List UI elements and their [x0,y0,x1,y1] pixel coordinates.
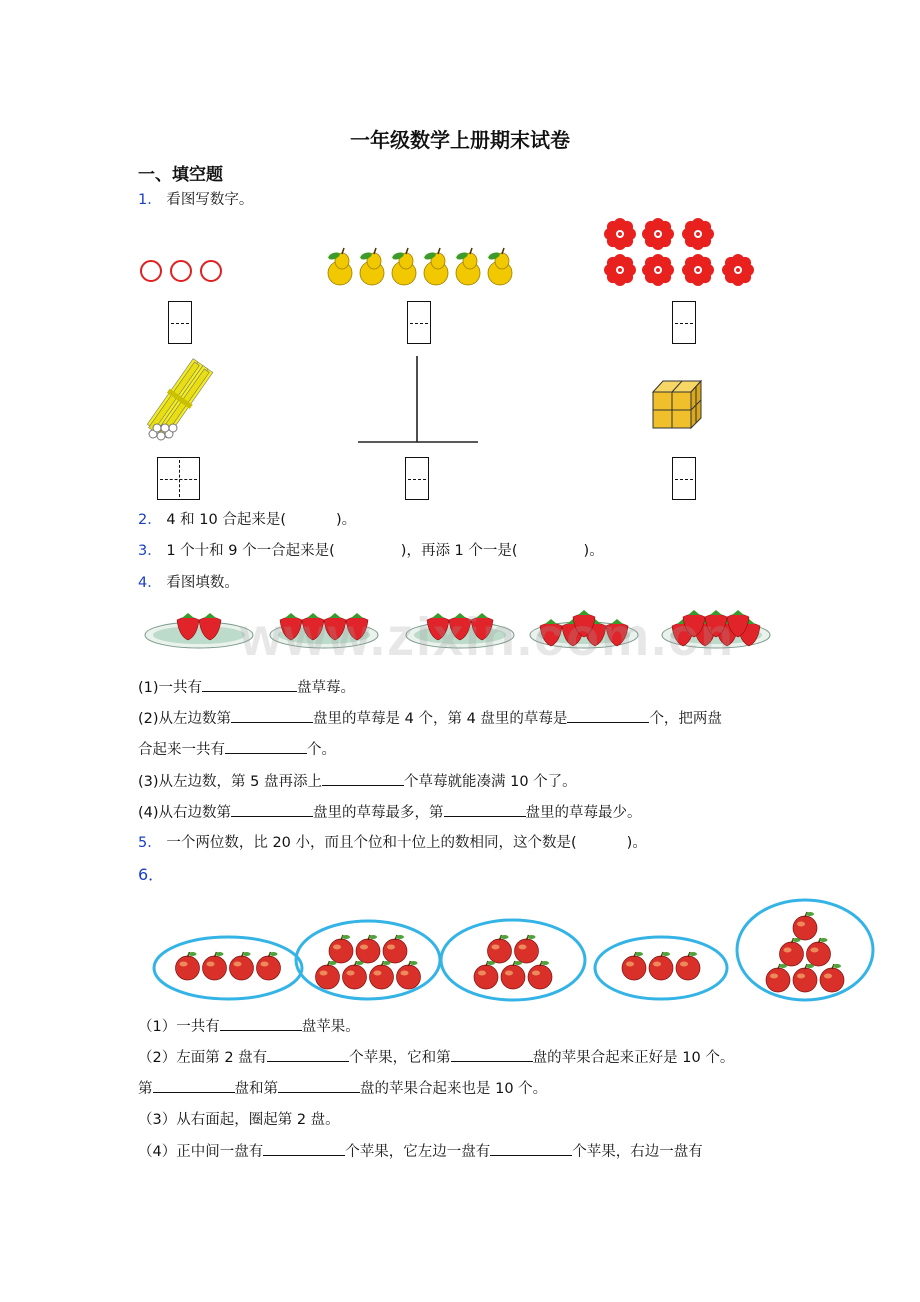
apple-icon [230,952,254,980]
pear-icon [327,248,352,285]
question-text: 看图写数字。 [166,192,254,208]
question-number: 4． [138,575,162,591]
part-text: 盘的苹果合起来正好是 10 个。 [532,1050,735,1066]
part-text: 个草莓就能凑满 10 个了。 [403,774,577,790]
part-text: (1)一共有 [138,680,203,696]
answer-blank[interactable] [231,708,313,723]
part-text: 盘里的草莓最多，第 [313,805,444,821]
answer-box[interactable] [407,301,431,344]
apple-icon [820,964,844,992]
apple-plate [737,900,873,1000]
answer-blank[interactable] [220,1016,302,1031]
answer-box[interactable] [672,301,696,344]
stick-bundle-picture [143,358,213,448]
apple-icon [793,912,817,940]
part-text: 盘里的草莓是 4 个，第 4 盘里的草莓是 [313,711,568,727]
apple-icon [383,935,407,963]
answer-box-two-digit[interactable] [157,457,200,500]
answer-blank[interactable] [567,708,649,723]
part-text: 个苹果，右边一盘有 [572,1144,703,1160]
circles-picture [138,258,228,288]
q4-part-4 [138,802,642,823]
q6-part-2-cont [138,1078,547,1099]
watermark: www.zixin.com.cn [240,607,736,667]
apple-icon [356,935,380,963]
part-text: 个苹果，它左边一盘有 [345,1144,491,1160]
pears-picture [322,248,522,288]
answer-blank[interactable] [231,802,313,817]
apple-icon [807,938,831,966]
question-2 [138,510,356,530]
question-text: )，再添 1 个一是( [400,543,518,559]
answer-blank[interactable] [322,771,404,786]
part-text: 盘草莓。 [297,680,356,696]
part-text: （2）左面第 2 盘有 [138,1050,268,1066]
part-text: 盘的苹果合起来也是 10 个。 [360,1081,548,1097]
q4-part-2-cont [138,739,336,760]
pear-icon [423,248,448,285]
answer-blank[interactable] [153,1078,235,1093]
question-3 [138,541,604,561]
part-text: 个，把两盘 [649,711,722,727]
apple-icon [793,964,817,992]
question-text: 看图填数。 [166,575,239,591]
answer-blank[interactable] [444,802,526,817]
apple-icon [397,961,421,989]
apple-icon [622,952,646,980]
q6-part-3 [138,1110,340,1130]
part-text: (4)从右边数第 [138,805,232,821]
apple-icon [474,961,498,989]
flower-icon [682,218,714,250]
apple-plate [154,937,302,999]
apple-icon [176,952,200,980]
flower-icon [642,218,674,250]
apple-plate [296,921,440,999]
question-number: 1． [138,192,162,208]
question-text: )。 [336,512,357,528]
q6-part-1 [138,1016,360,1037]
question-1 [138,190,253,210]
flower-icon [642,254,674,286]
answer-blank[interactable] [263,1141,345,1156]
answer-box[interactable] [672,457,696,500]
q4-part-1 [138,677,355,698]
counting-stick-diagram [356,356,486,446]
apple-icon [370,961,394,989]
q6-part-4 [138,1141,703,1162]
part-text: 盘苹果。 [301,1019,360,1035]
pear-icon [455,248,480,285]
part-text: 个。 [307,742,336,758]
part-text: 盘和第 [234,1081,278,1097]
answer-blank[interactable] [451,1047,533,1062]
apple-plate [595,937,727,999]
pear-icon [487,248,512,285]
question-number: 2． [138,512,162,528]
part-text: 盘里的草莓最少。 [525,805,642,821]
part-text: （3）从右面起，圈起第 2 盘。 [138,1112,340,1128]
answer-blank[interactable] [225,739,307,754]
answer-blank[interactable] [278,1078,360,1093]
apple-icon [649,952,673,980]
apple-icon [676,952,700,980]
part-text: (2)从左边数第 [138,711,232,727]
apple-icon [257,952,281,980]
q4-part-2 [138,708,722,729]
flowers-picture [600,218,760,288]
flower-icon [722,254,754,286]
apple-icon [488,935,512,963]
section-heading: 一、填空题 [138,165,223,185]
question-4 [138,573,239,593]
question-text: 1 个十和 9 个一合起来是( [166,543,335,559]
q6-part-2 [138,1047,734,1068]
apple-icon [329,935,353,963]
question-text: 4 和 10 合起来是( [166,512,287,528]
part-text: 个苹果，它和第 [349,1050,451,1066]
part-text: (3)从左边数，第 5 盘再添上 [138,774,322,790]
strawberry-plate [145,613,253,648]
part-text: 第 [138,1081,153,1097]
apple-icon [780,938,804,966]
flower-icon [604,218,636,250]
apple-plate [441,920,585,1000]
question-number: 5． [138,835,162,851]
question-number: 3． [138,543,162,559]
pear-icon [391,248,416,285]
question-5 [138,833,647,853]
flower-icon [682,254,714,286]
apple-icon [203,952,227,980]
answer-blank[interactable] [267,1047,349,1062]
flower-icon [604,254,636,286]
answer-blank[interactable] [490,1141,572,1156]
apple-icon [501,961,525,989]
part-text: 合起来一共有 [138,742,225,758]
answer-blank[interactable] [202,677,297,692]
question-number: 6． [138,865,165,884]
pear-icon [359,248,384,285]
question-text: )。 [626,835,647,851]
question-text: 一个两位数，比 20 小，而且个位和十位上的数相同，这个数是( [166,835,577,851]
answer-box[interactable] [168,301,192,344]
part-text: （1）一共有 [138,1019,220,1035]
answer-box[interactable] [405,457,429,500]
page-title: 一年级数学上册期末试卷 [350,128,570,152]
apple-icon [766,964,790,992]
q4-part-3 [138,771,577,792]
apple-icon [515,935,539,963]
part-text: （4）正中间一盘有 [138,1144,264,1160]
cube-blocks-picture [650,378,710,434]
apple-icon [316,961,340,989]
apple-icon [343,961,367,989]
question-text: )。 [583,543,604,559]
apple-icon [528,961,552,989]
question-6 [138,865,164,885]
apple-plates-picture [150,896,880,1006]
